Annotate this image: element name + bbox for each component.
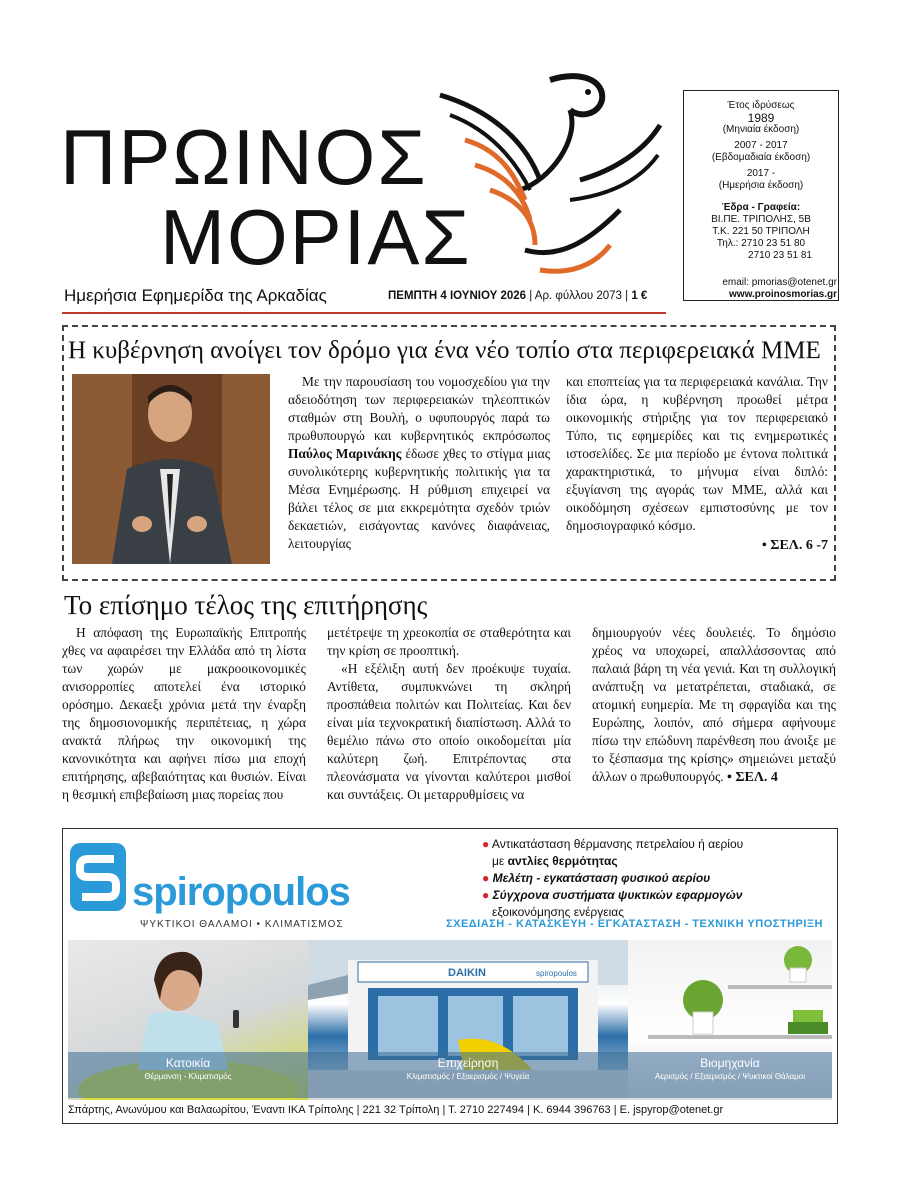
panel-business-subtitle: Κλιματισμός / Εξαερισμός / Ψυγεία <box>406 1072 530 1081</box>
ad-footer-contact: Σπάρτης, Ανωνύμου και Βαλαωρίτου, Έναντι ΙΚΑ Τρίπολης | 221 32 Τρίπολη | Τ. 2710 227494 | Κ. 6944 396763 | Ε. jspyrop@otenet.gr <box>68 1104 724 1116</box>
ad-bullet-1b-pre: με <box>492 854 508 868</box>
monthly-edition: (Μηνιαία έκδοση) <box>722 124 800 135</box>
ad-bullet-3b: εξοικονόμησης ενέργειας <box>492 905 624 919</box>
lead-text-1b: έδωσε χθες το στίγμα μιας συνολικότερης κυβερνητικής πολιτικής για τα Μέσα Ενημέρωσης. Η ρύθμιση επιχειρεί να βάλει τέλος σε μια εκκρεμότητα σχεδόν τριών δεκαετιών, εισάγοντας κανόνες διαφάνειας, λειτουργίας <box>288 446 550 551</box>
masthead-title-line1: ΠΡΩΙΝΟΣ <box>60 113 428 201</box>
issue-info <box>388 290 647 302</box>
panel-industry-subtitle: Αερισμός / Εξαερισμός / Ψυκτικοί Θάλαμοι <box>654 1072 806 1081</box>
politician-photo-icon <box>72 374 270 564</box>
masthead-divider <box>62 312 666 314</box>
article2-column-3 <box>592 624 836 787</box>
lead-page-ref[interactable]: • ΣΕΛ. 6 -7 <box>761 538 828 553</box>
website-link[interactable]: www.proinosmorias.gr <box>729 289 837 300</box>
lead-column-2 <box>566 373 828 555</box>
contact-footer <box>683 277 837 301</box>
article2-headline[interactable]: Το επίσημο τέλος της επιτήρησης <box>64 590 428 620</box>
address-line1: ΒΙ.ΠΕ. ΤΡΙΠΟΛΗΣ, 5Β <box>711 214 811 225</box>
panel-home-subtitle: Θέρμανση - Κλιματισμός <box>144 1072 232 1081</box>
weekly-years: 2007 - 2017 <box>734 140 788 151</box>
panel-business-title: Επιχείρηση <box>437 1056 499 1070</box>
article2-text-2a: μετέτρεψε τη χρεοκοπία σε σταθερότητα και την κρίση σε προοπτική. <box>327 625 571 658</box>
ad-bullet-1a: Αντικατάσταση θέρμανσης πετρελαίου ή αερίου <box>491 837 744 851</box>
lead-headline[interactable]: Η κυβέρνηση ανοίγει τον δρόμο για ένα νέο τοπίο στα περιφερειακά ΜΜΕ <box>68 337 821 364</box>
article2-column-1 <box>62 624 306 804</box>
ad-bullet-1b-bold: αντλίες θερμότητας <box>507 854 618 868</box>
weekly-edition: (Εβδομαδιαία έκδοση) <box>711 152 811 163</box>
lead-column-1 <box>288 373 550 553</box>
article2-text-3: δημιουργούν νέες δουλειές. Το δημόσιο χρέος να υποχωρεί, απαλλάσσοντας από παλαιά βάρη τη νέα γενιά. Και τη συλλογική ανάπτυξη να μετατρέπεται, σταδιακά, σε ατομική ευημερία. Με τη σφραγίδα και της Ευρώπης, λοιπόν, από σήμερα αφήνουμε πίσω την επώδυνη παρένθεση που άνοιξε με το ξέσπασμα της κρίσης» σημειώνει μεταξύ άλλων ο πρωθυπουργός. <box>592 625 836 784</box>
founded-label: Έτος ιδρύσεως <box>727 100 795 111</box>
ad-services: ΣΧΕΔΙΑΣΗ - ΚΑΤΑΣΚΕΥΗ - ΕΓΚΑΤΑΣΤΑΣΗ - ΤΕΧΝΙΚΗ ΥΠΟΣΤΗΡΙΞΗ <box>446 918 823 930</box>
daily-years: 2017 - <box>746 168 776 179</box>
ad-bullet-3: Σύγχρονα συστήματα ψυκτικών εφαρμογών <box>492 888 743 902</box>
panel-industry-label <box>628 1052 832 1098</box>
ad-bullet-2: Μελέτη - εγκατάσταση φυσικού αερίου <box>492 871 711 885</box>
masthead-subtitle: Ημερήσια Εφημερίδα της Αρκαδίας <box>64 286 327 305</box>
panel-business-label <box>308 1052 628 1098</box>
issue-number: | Αρ. φύλλου 2073 | <box>529 290 629 302</box>
bullet-icon: ● <box>482 888 490 902</box>
ad-brand-name: spiropoulos <box>132 870 350 914</box>
lead-text-2: και εποπτείας για τα περιφερειακά κανάλια. Την ίδια ώρα, η κυβέρνηση προωθεί μέτρα οικονομικής στήριξης για τον περιφερειακό Τύπο, τις εφημερίδες και τις ενημερωτικές ιστοσελίδες. Σε μια περίοδο με έντονα πολιτικά χαρακτηριστικά, το μήνυμα είναι διπλό: εξυγίανση της αγοράς των ΜΜΕ, αλλά και οικοδόμηση σχέσεων εμπιστοσύνης με τον δημοσιογραφικό κόσμο. <box>566 374 828 533</box>
article2-text-2b: «Η εξέλιξη αυτή δεν προέκυψε τυχαία. Αντίθετα, συμπυκνώνει τη σκληρή προσπάθεια πολιτών και Πολιτείας. Και δεν είναι μία τεχνοκρατική διαπίστωση. Αλλά το θεμέλιο πάνω στο οποίο οικοδομείται μία καλύτερη ζωή. Επιτρέποντας στα πλεονάσματα να γίνονται καλύτεροι μισθοί και συντάξεις. Οι μεταρρυθμίσεις να <box>327 661 571 802</box>
shop-sign-spiropoulos: spiropoulos <box>536 969 577 978</box>
issue-date: ΠΕΜΠΤΗ 4 ΙΟΥΝΙΟΥ 2026 <box>388 290 527 302</box>
article2-text-1: Η απόφαση της Ευρωπαϊκής Επιτροπής χθες να αφαιρέσει την Ελλάδα από τη λίστα των χωρών με μακροοικονομικές ανισορροπίες αποτελεί ένα ιστορικό ορόσημο. Δεκαεξι χρόνια μετά την έναρξη της δημοσιονομικής περιπέτειας, η χώρα ανακτά πλήρως την οικονομική της κανονικότητα και αφήνει πίσω μια εποχή επιτήρησης, αβεβαιότητας και θυσιών. Είναι η θεσμική επιβεβαίωση μιας πορείας που <box>62 625 306 802</box>
panel-home-label <box>68 1052 308 1098</box>
issue-price: 1 € <box>631 290 648 302</box>
panel-home-title: Κατοικία <box>165 1056 211 1070</box>
founded-year: 1989 <box>747 111 775 125</box>
ad-brand-tagline: ΨΥΚΤΙΚΟΙ ΘΑΛΑΜΟΙ • ΚΛΙΜΑΤΙΣΜΟΣ <box>140 919 344 930</box>
email-link[interactable]: email: pmorias@otenet.gr <box>722 277 837 288</box>
masthead-title-line2: ΜΟΡΙΑΣ <box>160 193 472 281</box>
phone-line2: 2710 23 51 81 <box>748 250 812 261</box>
info-box <box>683 90 839 301</box>
phone-line1: Τηλ.: 2710 23 51 80 <box>716 238 806 249</box>
lead-photo <box>72 374 270 564</box>
shop-sign-daikin: DAIKIN <box>448 967 486 979</box>
bullet-icon: ● <box>482 871 490 885</box>
address-line2: Τ.Κ. 221 50 ΤΡΙΠΟΛΗ <box>712 226 810 237</box>
spiropoulos-logo-icon <box>70 843 126 911</box>
lead-text-1a: Με την παρουσίαση του νομοσχεδίου για την αδειοδότηση των περιφερειακών τηλεοπτικών σταθμών στη Βουλή, ο υφυπουργός παρά τω πρωθυπουργώ και κυβερνητικός εκπρόσωπος <box>288 374 550 443</box>
lead-person-name: Παύλος Μαρινάκης <box>288 446 402 461</box>
seat-label: Έδρα - Γραφεία: <box>721 202 801 213</box>
panel-industry-title: Βιομηχανία <box>700 1056 760 1070</box>
article2-column-2 <box>327 624 571 804</box>
daily-edition: (Ημερήσια έκδοση) <box>718 180 804 191</box>
bullet-icon: ● <box>482 837 490 851</box>
article2-page-ref[interactable]: • ΣΕΛ. 4 <box>726 770 778 785</box>
dove-logo-icon <box>430 70 665 280</box>
ad-bullets <box>482 836 743 921</box>
